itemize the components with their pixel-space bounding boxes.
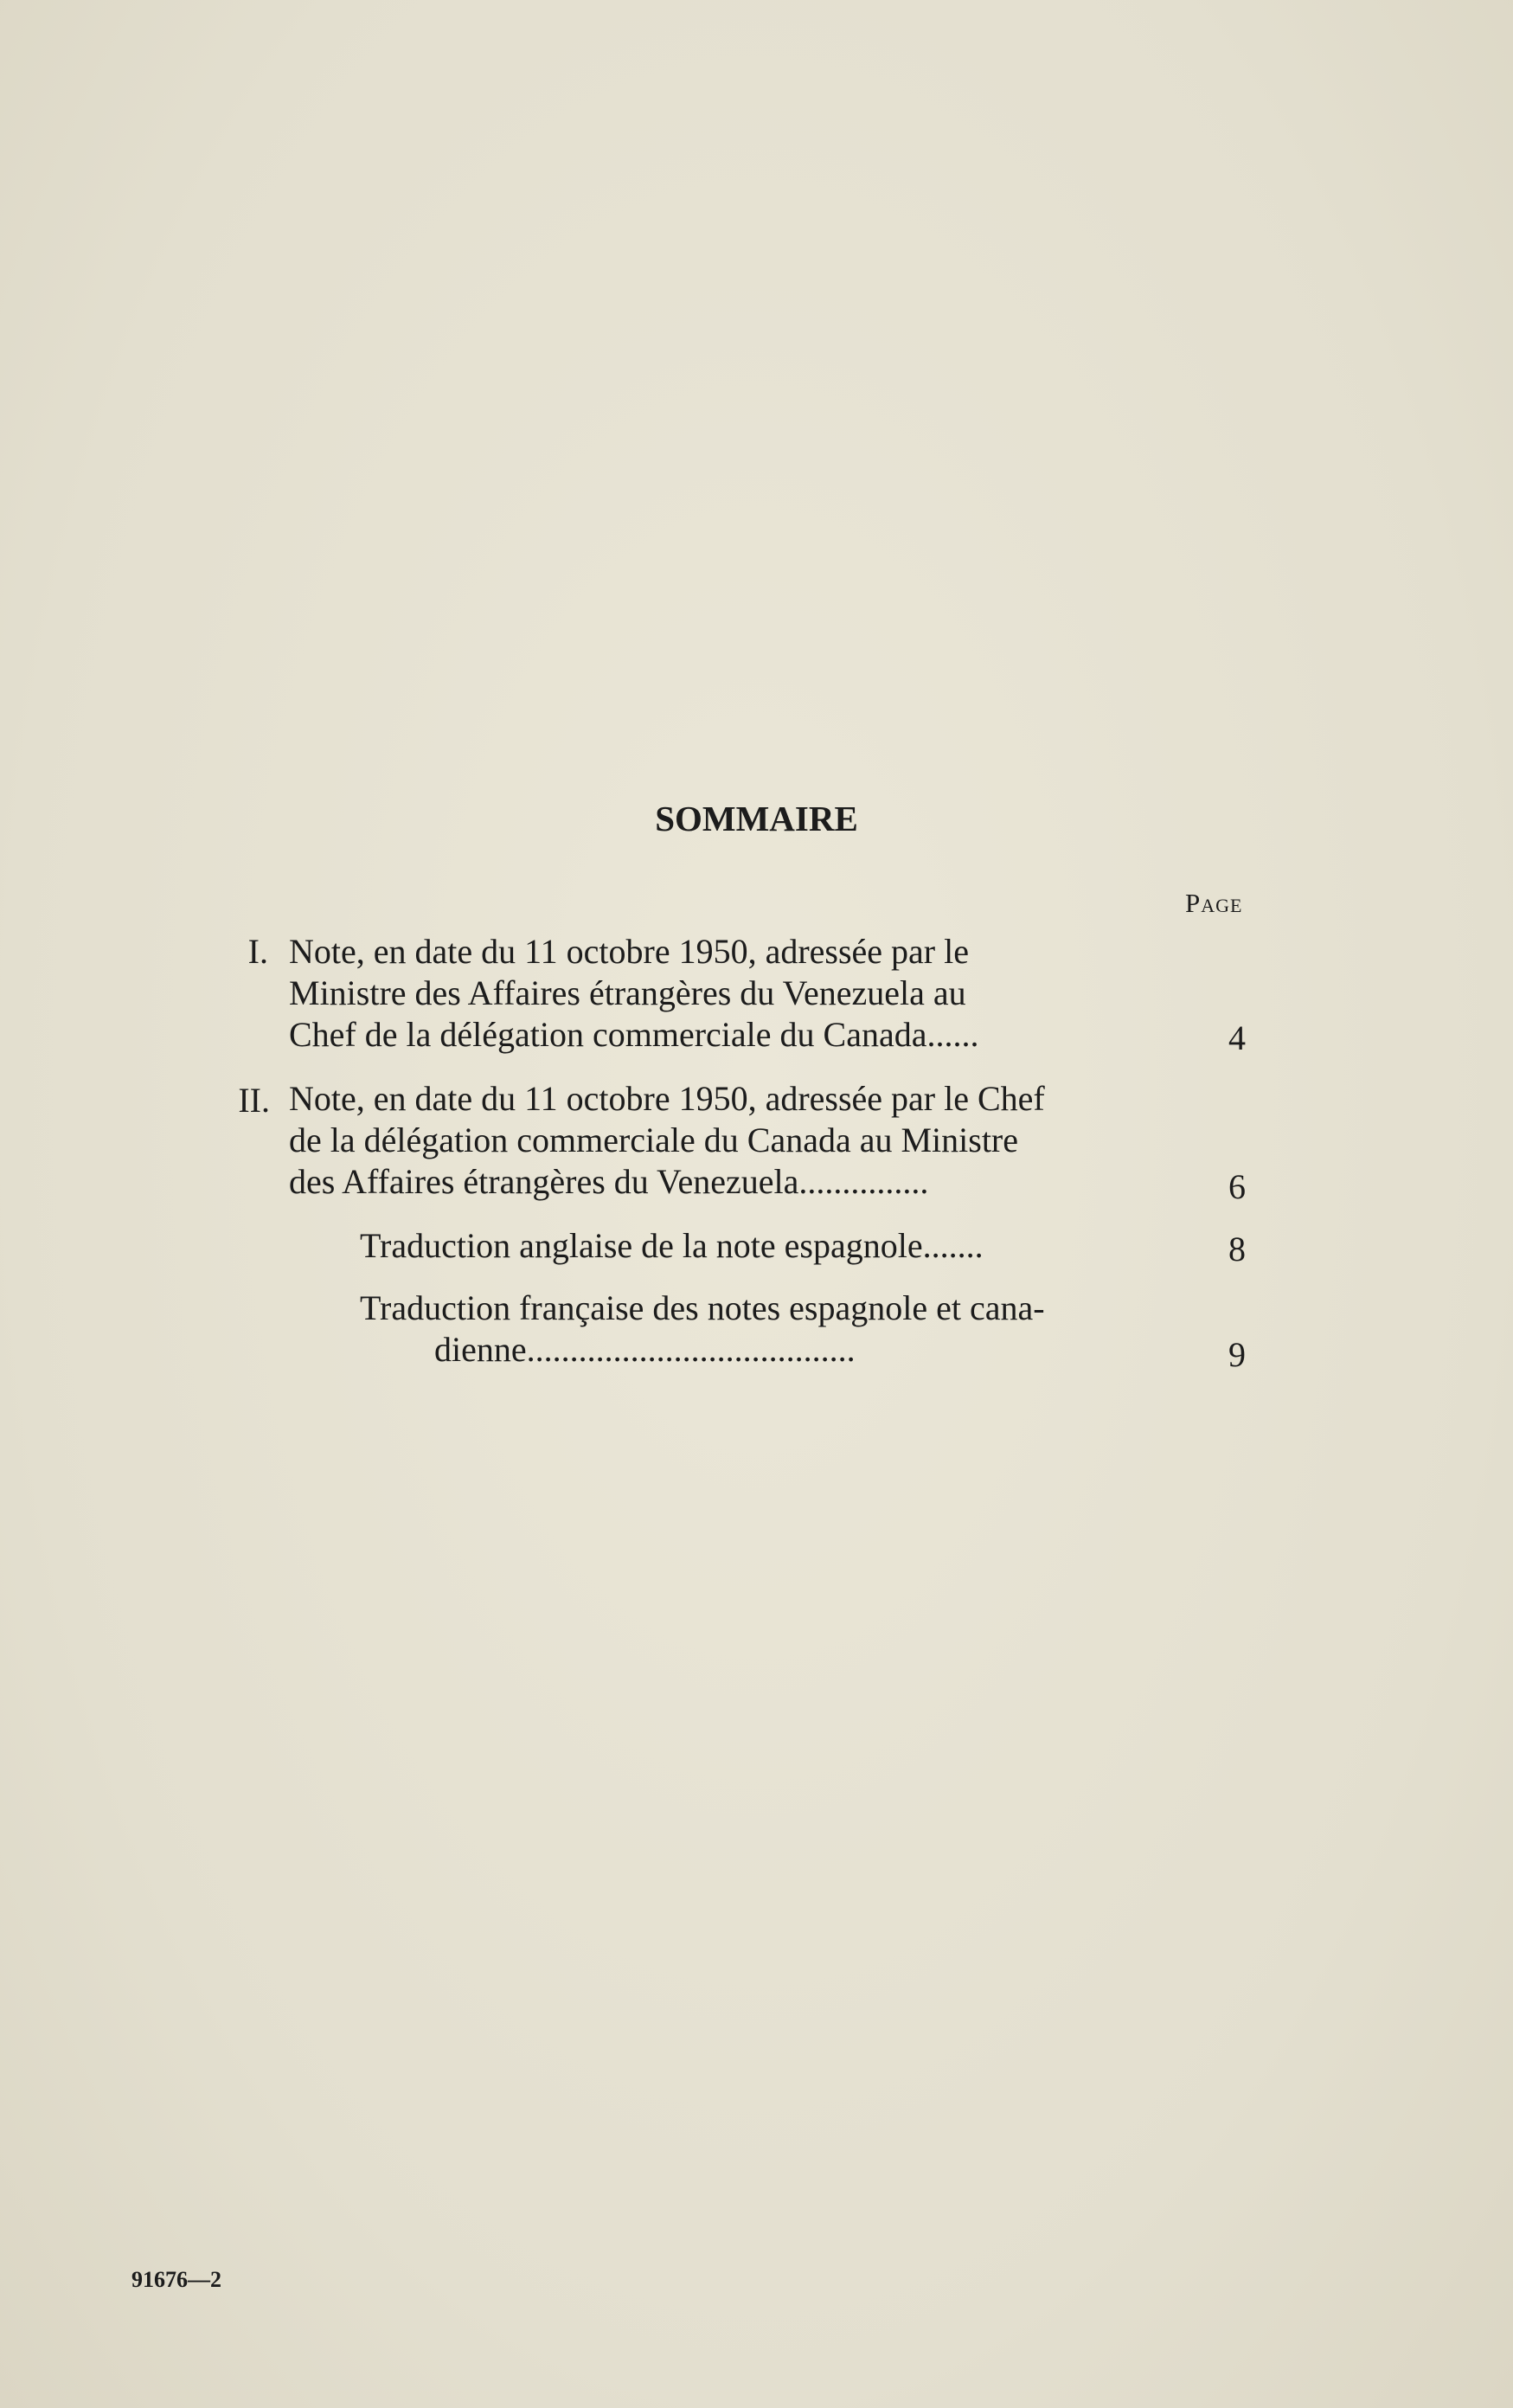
entry-number: II.	[238, 1081, 270, 1120]
entry-line: des Affaires étrangères du Venezuela...............	[289, 1162, 929, 1201]
entry-page-number: 8	[1228, 1230, 1246, 1268]
entry-line: Note, en date du 11 octobre 1950, adressée par le	[289, 932, 969, 971]
entry-line: Traduction française des notes espagnole et cana-	[360, 1288, 1045, 1327]
entry-line: Chef de la délégation commerciale du Canada......	[289, 1015, 979, 1054]
entry-page-number: 4	[1228, 1018, 1246, 1057]
page-column-header: Page	[1185, 888, 1243, 918]
entry-line: Traduction anglaise de la note espagnole.......	[360, 1226, 984, 1265]
entry-number: I.	[247, 932, 268, 971]
entry-line: Ministre des Affaires étrangères du Venezuela au	[289, 973, 966, 1012]
entry-page-number: 9	[1228, 1335, 1246, 1374]
footer-code: 91676—2	[131, 2267, 221, 2292]
entry-page-number: 6	[1228, 1167, 1246, 1206]
page-title: SOMMAIRE	[655, 799, 858, 838]
entry-line: dienne......................................	[434, 1330, 856, 1369]
entry-line: Note, en date du 11 octobre 1950, adressée par le Chef	[289, 1079, 1045, 1118]
entry-line: de la délégation commerciale du Canada au Ministre	[289, 1121, 1019, 1159]
